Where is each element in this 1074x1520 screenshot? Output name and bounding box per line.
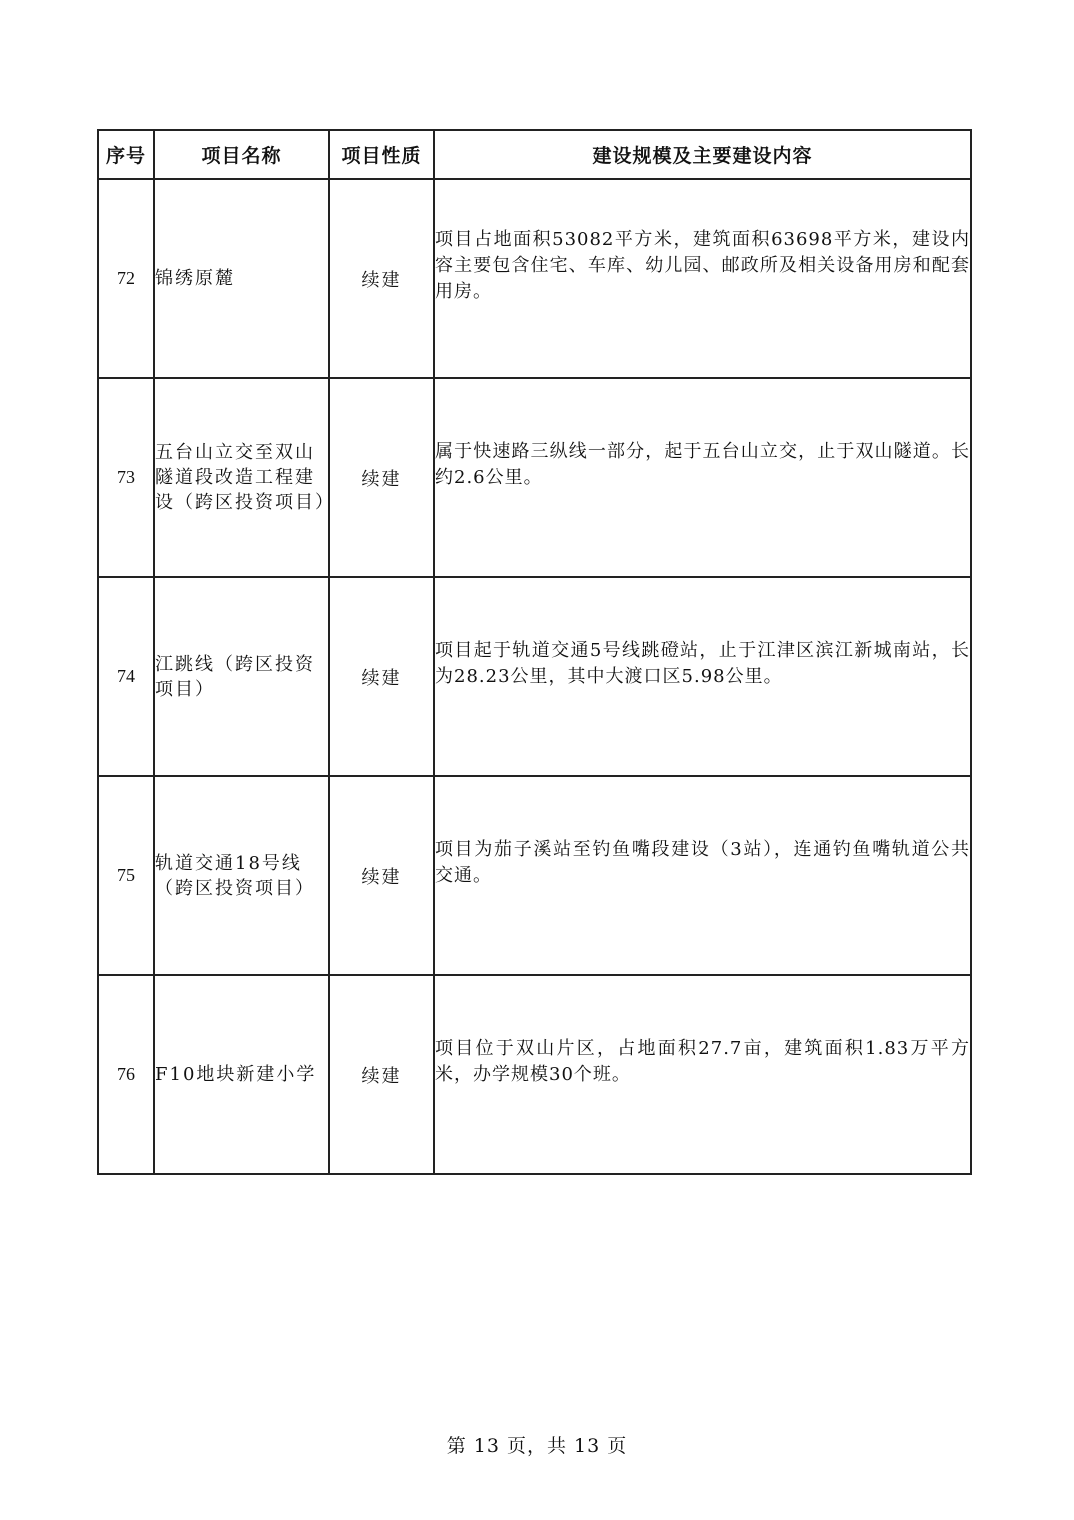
project-description-cell (434, 179, 971, 378)
table-row (98, 975, 971, 1174)
table-row (98, 378, 971, 577)
project-description-cell (434, 776, 971, 975)
row-number: 75 (98, 776, 154, 975)
project-description-cell (434, 975, 971, 1174)
project-name: 江跳线（跨区投资项目） (154, 577, 329, 776)
project-description: 属于快速路三纵线一部分，起于五台山立交，止于双山隧道。长约2.6公里。 (435, 441, 970, 488)
project-name: 锦绣原麓 (154, 179, 329, 378)
project-type: 续建 (329, 776, 434, 975)
row-number: 73 (98, 378, 154, 577)
project-description-cell (434, 577, 971, 776)
row-number: 76 (98, 975, 154, 1174)
project-name: 五台山立交至双山隧道段改造工程建设（跨区投资项目） (154, 378, 329, 577)
project-name: F10地块新建小学 (154, 975, 329, 1174)
table-header-row (98, 130, 971, 179)
header-name: 项目名称 (154, 130, 329, 179)
project-description-cell (434, 378, 971, 577)
header-type: 项目性质 (329, 130, 434, 179)
project-table (97, 129, 972, 1175)
project-description: 项目占地面积53082平方米，建筑面积63698平方米，建设内容主要包含住宅、车库、幼儿园、邮政所及相关设备用房和配套用房。 (435, 229, 970, 302)
project-type: 续建 (329, 975, 434, 1174)
table-row (98, 577, 971, 776)
project-type: 续建 (329, 577, 434, 776)
project-description: 项目起于轨道交通5号线跳磴站，止于江津区滨江新城南站，长为28.23公里，其中大渡口区5.98公里。 (435, 640, 970, 687)
row-number: 74 (98, 577, 154, 776)
table-row (98, 179, 971, 378)
header-desc: 建设规模及主要建设内容 (434, 130, 971, 179)
project-type: 续建 (329, 179, 434, 378)
project-description: 项目为茄子溪站至钓鱼嘴段建设（3站），连通钓鱼嘴轨道公共交通。 (435, 839, 970, 886)
row-number: 72 (98, 179, 154, 378)
project-name: 轨道交通18号线（跨区投资项目） (154, 776, 329, 975)
table-row (98, 776, 971, 975)
header-no: 序号 (98, 130, 154, 179)
project-description: 项目位于双山片区，占地面积27.7亩，建筑面积1.83万平方米，办学规模30个班。 (435, 1038, 970, 1085)
page-number-footer: 第 13 页，共 13 页 (446, 1435, 628, 1457)
project-type: 续建 (329, 378, 434, 577)
